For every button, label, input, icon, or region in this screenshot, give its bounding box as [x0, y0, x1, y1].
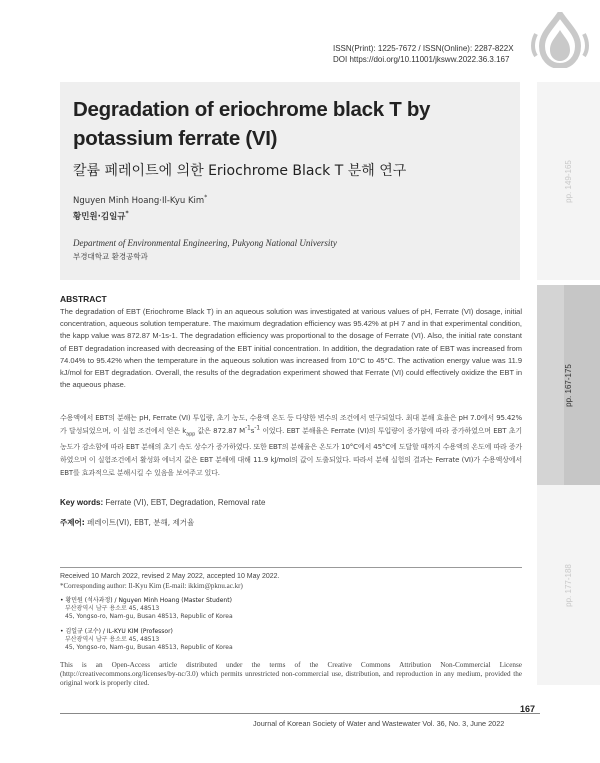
korean-keywords-text: 페레이트(VI), EBT, 분해, 제거율: [87, 518, 195, 527]
korean-department: 부경대학교 환경공학과: [73, 252, 148, 261]
affiliation: [60, 628, 233, 652]
abstract-heading: ABSTRACT: [60, 294, 107, 304]
issn-line: ISSN(Print): 1225-7672 / ISSN(Online): 2287-822X: [333, 44, 514, 53]
article-title: Degradation of eriochrome black T by potassium ferrate (VI): [73, 98, 431, 150]
keywords: [60, 498, 265, 507]
authors: [73, 196, 207, 206]
corresponding-mark: *: [204, 194, 208, 202]
license-text: This is an Open-Access article distributed under the terms of the Creative Commons Attribution Non-Commercial License (http://creativecommons.org/licenses/by-nc/3.0) which permits unrestricted non-commercial use, distribution, and reproduction in any medium, provided the original work is properly cited.: [60, 661, 522, 687]
affiliation-address-korean: 부산광역시 남구 용소로 45, 48513: [65, 636, 160, 643]
side-tab-label: pp. 167-175: [563, 363, 573, 407]
side-tab-previous[interactable]: [537, 82, 600, 280]
korean-title: 칼륨 페레이트에 의한 Eriochrome Black T 분해 연구: [73, 163, 407, 179]
footer-divider: [60, 567, 522, 568]
korean-authors-names: 황민원·김일규: [73, 212, 126, 222]
affiliation-heading: • 황민원 (석사과정) / Nguyen Minh Hoang (Master Student): [60, 597, 232, 604]
side-tab-current[interactable]: [537, 285, 600, 485]
korean-abstract-part: 이었다. EBT 분해율은 Ferrate (VI)의 투입량이 증가함에 따라 증가하였으며 EBT 초기 농도가 감소함에 따라 EBT 분해의 초기 속도 상수가 증가하였다. 또한 EBT의 분해율은 온도가 10°C에서 45°C에 도달할 때까지 수용액의 온도에 따라 증가하였으며 이 실험조건에서 활성화 에너지 값은 EBT 분해에 대해 11.9 kJ/mol의 값이 도출되었다. 따라서 분해 실험의 결과는 Ferrate (VI)가 수용액상에서 EBT를 효과적으로 분해시킬 수 있음을 보여주고 있다.: [60, 427, 522, 478]
korean-abstract-part: 값은 872.87 M: [195, 427, 246, 435]
keywords-text: Ferrate (VI), EBT, Degradation, Removal rate: [105, 498, 266, 507]
affiliation-heading: • 김일규 (교수) / IL-KYU KIM (Professor): [60, 628, 173, 635]
page-footer-rule: [60, 713, 540, 714]
korean-abstract-sup: -1: [245, 424, 251, 432]
affiliation: [60, 597, 233, 621]
page-number: 167: [520, 704, 536, 714]
korean-keywords: [60, 517, 194, 528]
korean-abstract-part: 수용액에서 EBT의 분해는 pH, Ferrate (VI) 투입량, 초기 농도, 수용액 온도 등 다양한 변수의 조건에서 연구되었다. 최대 분해 효율은 pH 7.0에서 95.42%가 달성되었으며, 이 실험 조건에서 얻은 k: [60, 414, 522, 435]
journal-identifiers: [333, 43, 514, 65]
affiliation-address-korean: 부산광역시 남구 용소로 45, 48513: [65, 605, 160, 612]
water-drop-logo-icon: [530, 12, 590, 68]
affiliation-address: 45, Yongso-ro, Nam-gu, Busan 48513, Republic of Korea: [65, 644, 233, 651]
korean-authors: [73, 210, 129, 222]
keywords-label: Key words:: [60, 498, 104, 507]
authors-names: Nguyen Minh Hoang·Il-Kyu Kim: [73, 196, 205, 206]
received-dates: Received 10 March 2022, revised 2 May 2022, accepted 10 May 2022.: [60, 573, 280, 580]
side-tab-label: pp. 177-188: [563, 563, 573, 607]
doi-line[interactable]: DOI https://doi.org/10.11001/jksww.2022.36.3.167: [333, 55, 510, 64]
corresponding-mark: *: [125, 210, 129, 218]
korean-abstract-sub: app: [186, 431, 196, 438]
korean-abstract-part: s: [250, 427, 255, 435]
department: Department of Environmental Engineering, Pukyong National University: [73, 238, 337, 248]
affiliation-address: 45, Yongso-ro, Nam-gu, Busan 48513, Republic of Korea: [65, 613, 233, 620]
corresponding-author: *Corresponding author: Il-Kyu Kim (E-mail: ikkim@pknu.ac.kr): [60, 582, 243, 590]
abstract-text: The degradation of EBT (Eriochrome Black T) in an aqueous solution was investigated at various values of pH, Ferrate (VI) dosage, initial concentration, aqueous solution temperature. The maximum degradation efficiency was 95.42% at pH 7 and in that experimental condition, the kapp value was 872.87 M-1s-1. The degradation efficiency was proportional to the dosage of Ferrate (VI). Also, the initial rate constant of EBT degradation increased with decreasing of the EBT initial concentration. In addition, the degradation rate of EBT was increased from 74.04% to 95.42% when the temperature in the aqueous solution was increased from 10°C to 45°C. The activation energy value was 11.9 kJ/mol for EBT degradation. Overall, the results of the degradation experiment showed that Ferrate (VI) could effectively oxidize the EBT in the aqueous phase.: [60, 307, 522, 390]
korean-abstract-text: [60, 412, 522, 480]
side-tab-next[interactable]: [537, 485, 600, 685]
side-tab-label: pp. 149-165: [563, 159, 573, 203]
korean-abstract-sup: -1: [254, 424, 260, 432]
korean-keywords-label: 주제어:: [60, 518, 85, 527]
journal-citation: Journal of Korean Society of Water and Wastewater Vol. 36, No. 3, June 2022: [253, 719, 505, 728]
